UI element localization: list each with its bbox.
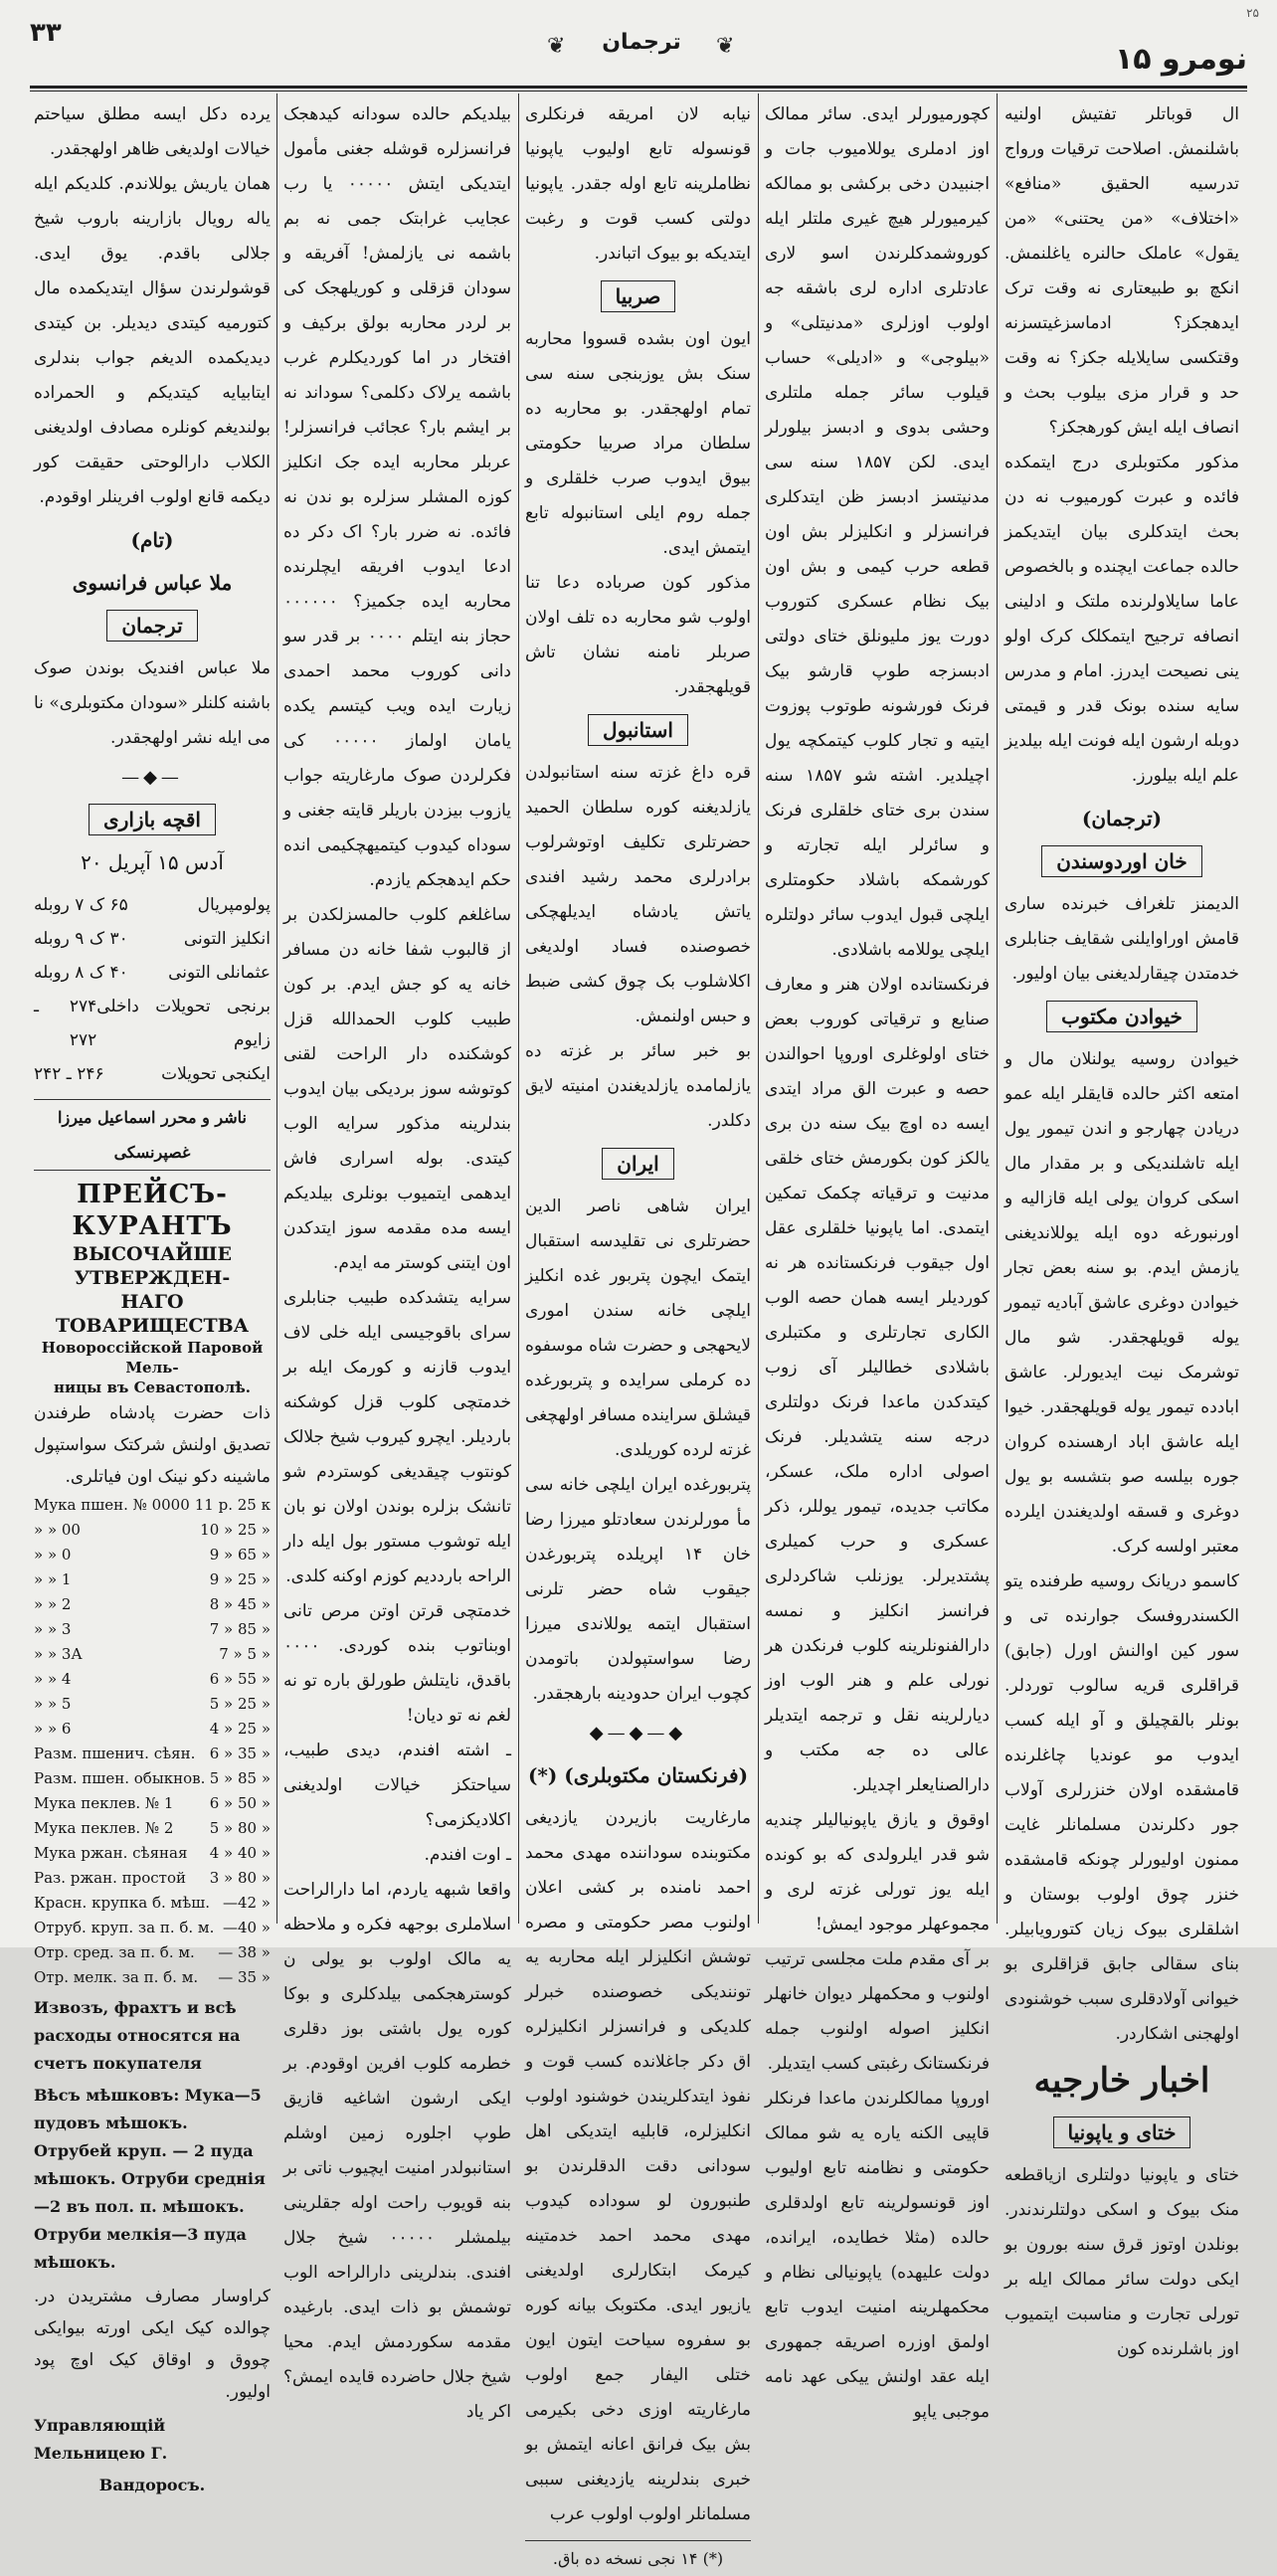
row-value: 5 » 25 » xyxy=(209,1695,271,1713)
article-paragraph: ـ اوت افندم. xyxy=(424,1845,511,1865)
article-paragraph: یرده دکل ایسه مطلق سیاحتم خیالات اولدیغی ظاهر اولهجقدر. xyxy=(34,104,271,159)
ad-translation: کراوسار مصارف مشتریدن در. چوالده کیک ایکی اورته بیوایکی چووق و اوقاق کیک اوچ پود اولیور. xyxy=(34,2287,271,2402)
article-paragraph: کچورمیورلر ایدی. سائر ممالک اوز ادملری یوللامیوب جات و اجنبیدن دخی برکشی بو ممالکه کیرمیورلر هیچ غیری ملتلر ایله کوروشمدکلرندن اسو لاری عادتلری اداره لری باشقه جه اولوب اوزلری «مدنیتلی» و «بیلوجی» و «ادیلی» حساب قیلوب سائر جمله ملتلری وحشی بدوی و ادبسز بیلورلر ایدی. لکن ۱۸۵۷ سنه سی مدنیتسز ادبسز ظن ایتدکلری فرانسزلر و انکلیزلر بش اون قطعه حرب کیمی و بش اون بیک نظام عسکری کتوروب دورت یوز ملیونلق ختای دولتی ادبسزجه طوپ قارشو بیک فرنک فورشونه طوتوب پوزوت ایتیه و تجار کلوب کیتمکچه یول اچیلدیر. اشته شو ۱۸۵۷ سنه سندن بری ختای خلقلری فرنک و سائرلر ایله تجارته و کورشمکه باشلاد حکومتلری ایلچی قبول ایدوب سائر دولتلره ایلچی یوللامه باشلادی. xyxy=(765,104,990,960)
section-title: اقچه بازاری xyxy=(89,804,216,835)
row-value: —40 » xyxy=(222,1919,271,1936)
column-1 xyxy=(1004,97,1239,2359)
ad-subtitle: ницы въ Севастополѣ. xyxy=(54,1379,251,1396)
article-paragraph: کاسمو دریانک روسیه طرفنده یتو الکسندروفسک جوارنده تی و سور کین اوالنش اورل (جابق) قراقلری قریه سالوب توردلر. بونلر بالقچیلق و آو ایله کسب ایدوب مو عوندیا چاغلرنده قامشقده اولان خنزرلری آولاب جور دکلرندن مسلمانلر غایت ممنون اولیورلر چونکه قامشقده خنزر چوق اولوب بوستان و اشلقلری بیوک زیان کتورویابیلر. بنای سقالی جابق قزاقلری بو خیوانی آولادقلری سبب خوشنودی اولهجنی اشکاردر. xyxy=(1004,1571,1239,2044)
price-table-row xyxy=(34,1617,271,1642)
ad-note: Извозъ, фрахтъ и всѣ расходы относятся на счетъ покупателя xyxy=(34,1998,241,2073)
price-table-row xyxy=(34,1916,271,1940)
ad-subtitle: НАГО ТОВАРИЩЕСТВА xyxy=(55,1291,250,1337)
page-number: ۳۳ xyxy=(30,18,62,48)
price-table-row xyxy=(34,1567,271,1592)
price-value: ۶۵ ک ۷ روبله xyxy=(34,895,128,915)
article-paragraph: ساغلغم کلوب حالمسزلکدن بر از قالبوب شفا خانه دن مسافر خانه یه کو جش ایدم. بر کون طبیب کلوب الحمدالله قزل کوشکنده دار الراحت لقنی کوتوشه سوز بردیکی بیان ایدوب بندلرینه مذکور سرایه الوب کیتدی. بوله اسراری فاش ایدهمی ایتمیوب بونلری بیلدیکم ایسه مده مقدمه سوز ایتدکدن اون ایتنی کوستر مه ایدم. xyxy=(283,905,511,1273)
price-table-row xyxy=(34,1717,271,1742)
row-value: 6 » 35 » xyxy=(209,1745,271,1762)
article-paragraph: ایون اون بشده قسووا محاربه سنک بش یوزبنجی سنه سی تمام اولهجقدر. بو محاربه ده سلطان مراد صربیا حکومتی بیوق ایدوب صرب خلقلری و جمله روم ایلی استانبوله تابع ایتمش ایدی. xyxy=(525,329,751,558)
section-title: خان اوردوسندن xyxy=(1041,845,1202,877)
author-name: ملا عباس فرانسوی xyxy=(72,571,233,595)
section-banner: اخبار خارجیه xyxy=(1033,2061,1210,2101)
price-table-row xyxy=(34,1493,271,1518)
price-row xyxy=(34,956,271,990)
price-table-row xyxy=(34,1642,271,1667)
row-label: » » 0 xyxy=(34,1546,72,1564)
article-paragraph: پتربورغده ایران ایلچی خانه سی مأ مورلرندن سعادتلو میرزا رضا خان ۱۴ اپریلده پتربورغدن جیقوب شاه حضر تلرنی استقبال ایتمه یوللاندی میرزا رضا سواستپولدن باتومدن کچوب ایران حدودینه بارهجقدر. xyxy=(525,1475,752,1704)
ornament-right: ❦ xyxy=(716,34,735,59)
article-intro: ال قوباتلر تفتیش اولنیه باشلنمش. اصلاحت ترقیات ورواج تدرسیه الحقیق «منافع» «اختلاف» «من یحتنی» «من یقول» عاملک حالنره یاغلنمش. انکچ بو طبیعتاری نه وقت ترک ایدهجکز؟ ادماسزغیتسزنه وقتکسی سایلایله جکز؟ نه وقت حد و قرار مزی بیلوب بحث و انصاف ایله ایش کورهجکز؟ xyxy=(1004,104,1239,438)
price-table-row xyxy=(34,1965,271,1990)
article-paragraph: بر آی مقدم ملت مجلسی ترتیب اولنوب و محکمهلر دیوان خانهلر انکلیز اصوله اولنوب جمله فرنکستانک رغبتی کسب ایتدیلر. xyxy=(765,1949,990,2074)
price-name: برنجی تحویلات داخلی زایوم xyxy=(96,997,271,1050)
row-label: » » 2 xyxy=(34,1595,72,1613)
header-rule-thin xyxy=(30,91,1247,92)
row-value: 4 » 25 » xyxy=(209,1720,271,1738)
column-separator xyxy=(758,93,759,1924)
ornament-left: ❦ xyxy=(547,34,566,59)
row-label: Отр. мелк. за п. б. м. xyxy=(34,1968,199,1986)
section-title: ایران xyxy=(602,1148,673,1180)
price-name: ایکنجی تحویلات xyxy=(161,1064,271,1084)
row-value: 9 » 65 » xyxy=(209,1546,271,1564)
section-heading xyxy=(1004,844,1239,879)
article-paragraph: مذکور کون صرباده دعا تنا اولوب شو محاربه ده تلف اولان صربلر نامنه نشان تاش قویلهجقدر. xyxy=(525,573,751,697)
row-value: 5 » 85 » xyxy=(209,1769,271,1787)
section-heading xyxy=(1004,2116,1239,2150)
row-value: —42 » xyxy=(222,1894,271,1912)
column-separator xyxy=(276,93,277,1924)
masthead xyxy=(30,6,1259,77)
article-paragraph: ملا عباس افندیک بوندن صوک باشنه کلنلر «سودان مکتوبلری» نا می ایله نشر اولهجقدر. xyxy=(34,658,271,748)
section-heading xyxy=(525,1147,751,1182)
price-value: ۳۰ ک ۹ روبله xyxy=(34,929,128,949)
row-value: 6 » 50 » xyxy=(209,1794,271,1812)
article-paragraph: ختای و یاپونیا دولتلری ازیاقطعه منک بیوک و اسکی دولتلرندندر. بونلدن اوتوز قرق سنه بورون بو ایکی دولت سائر ممالک ایله بر تورلی تجارت و مناسبت ایتمیوب اوز باشلرنده کون xyxy=(1004,2165,1239,2359)
price-list xyxy=(34,888,271,1091)
ad-title: ПРЕЙСЪ-КУРАНТЪ xyxy=(72,1180,233,1241)
signature: (تام) xyxy=(130,528,174,552)
article-paragraph: خیوادن روسیه یولنلان مال و امتعه اکثر حالده قایقلر ایله عمو دریادن چهارجو و اندن تیمور یول ایله تاشلندیکی و بر مقدار مال اسکی کروان یولی ایله قازالیه و اورنبورغه دوه ایله یوللاندیغنی یازمش ایدم. بو سنه بعض تجار خیوادن دوغری عاشق آبادیه تیمور یوله قویلهجقدر. شو مال توشرمک نیت ایدیورلر. عاشق ابادده تیمور یوله قویلهجقدر. خیوا ایله عاشق اباد ارهسنده کروان جوره بیلسه صو بتشسه بو یول دوغری و قسقه اولدیغندن ایلرده معتبر اولسه کرک. xyxy=(1004,1049,1239,1557)
ad-signature: Управляющій Мельницею Г. xyxy=(34,2416,168,2463)
footnote: (*) ۱۴ نجی نسخه ده باق. xyxy=(525,2540,751,2576)
article-paragraph: ایران شاهی ناصر الدین حضرتلری نی تقلیدسه استقبال ایتمک ایچون پتربور غده انکلیز ایلچی خانه سندن اموری لایحهجی و حضرت شاه موسفوه ده کرملی سرایده و پتربورغده قیشلق سراینده مسافر اولهچغی غزته لرده کوریلدی. xyxy=(525,1196,751,1460)
price-table-row xyxy=(34,1518,271,1543)
article-paragraph: نیابه لان امریقه فرنکلری قونسوله تابع اولیوب یاپونیا نظاملرینه تابع اوله جقدر. یاپونیا دولتی کسب قوت و رغبت ایتدیکه بو بیوک اتباندر. xyxy=(525,104,751,264)
price-table-row xyxy=(34,1692,271,1717)
row-label: » » 4 xyxy=(34,1670,72,1688)
column-3 xyxy=(525,97,752,2568)
row-label: Мука пшен. № 0000 xyxy=(34,1496,190,1514)
article-paragraph: مارغاریت بازیردن یازدیغی مکتوبنده سوداننده مهدی محمد احمد نامنده بر کشی اعلان اولنوب مصر حکومتی و مصره توشش انکلیزلر ایله محاربه یه تونندیکی خصوصنده خبرلر کلدیکی و فرانسزلر انکلیزلره اق دکر جاغلانده کسب قوت و نفوذ ایتدکلریندن خوشنود اولوب انکلیزلره، قابلیه ایتدیکی اهل سودانی دقت الدقلرندن بو طنبورون لو سوداده کیدوب مهدی محمد احمد خدمتینه کیرمک ابتکارلری اولدیغنی یازیور ایدی. مکتوبک بیانه کوره بو سفروه سیاحت ایتون ایون ختلی الیفار جمع اولوب مارغاریته اوزی دخی بکیرمی بش بیک فرانق اعانه ایتمش بو خبری بندلرینه یازدیغنی سببی مسلمانلر اولوب اولوب عرب xyxy=(525,1808,751,2524)
price-name: انکلیز التونی xyxy=(183,929,271,949)
price-current-ad xyxy=(34,1179,271,2499)
divider-ornament: ◆—◆—◆ xyxy=(589,1723,687,1744)
row-value: — 35 » xyxy=(218,1968,271,1986)
row-label: » » 6 xyxy=(34,1720,72,1738)
section-title: خیوادن مکتوب xyxy=(1046,1001,1197,1032)
price-name: عثمانلی التونی xyxy=(168,963,271,983)
section-title: استانبول xyxy=(588,714,688,746)
column-5 xyxy=(34,97,271,2494)
section-heading xyxy=(525,279,751,314)
price-table-row xyxy=(34,1592,271,1617)
header-rule xyxy=(30,86,1247,89)
article-paragraph: بو خبر سائر بر غزته ده یازلمامده یازلدیغندن امنیته لایق دکلدر. xyxy=(525,1041,751,1131)
price-row xyxy=(34,990,271,1057)
row-value: 7 » 5 » xyxy=(219,1645,271,1663)
signature: (ترجمان) xyxy=(1081,807,1163,830)
price-row xyxy=(34,1057,271,1091)
price-value: ۲۷۴ ـ ۲۷۲ xyxy=(34,997,97,1050)
article-paragraph: ـ اشته افندم، دیدی طبیب، سیاحتکز خیالات اولدیغنی اکلادیکزمی؟ xyxy=(283,1741,511,1830)
article-paragraph: واقعا شبهه یاردم، اما دارالراحت اسلاملری بوجهه فکره و ملاحظه یه مالک اولوب بو یولی ن کوسترهجکمی بیلدکلری و بوکا کوره یول باشتی بوز دقلری خطرمه کلوب افرین اوقودم. بر ایکی ارشون اشاغیه قازیق طوپ اجلوره زمین اوشلم استانبولدر امنیت ایچیوب ناتی بر بنه قویوب راحت اوله جقلرینی بیلمشلر ۰۰۰۰۰ شیخ جلال افندی. بندلرینی دارالراحه الوب توشمش بو ذات ایدی. بارغیده مقدمه سکوردمش ایدم. محیا شیخ جلال حاضرده قایده ایمش؟ اکر یاد xyxy=(283,1880,511,2422)
section-heading xyxy=(1004,1000,1239,1034)
row-value: 9 » 25 » xyxy=(209,1570,271,1588)
price-table-row xyxy=(34,1866,271,1891)
ad-subtitle: ВЫСОЧАЙШЕ УТВЕРЖДЕН- xyxy=(73,1243,232,1289)
price-table-row xyxy=(34,1791,271,1816)
article-paragraph: مذکور مکتوبلری درج ایتمکده فائده و عبرت کورمیوب نه دن بحث ایتدکلری بیان ایتدیکمز حالده جماعت ایچنده و بالخصوص عاما سایلاولرنده ملتک و ادلینی انصافه ترجیح ایتمکلک کرک اولو ینی نصیحت ایدرز. امام و مدرس سایه سنده بونک قدر و قیمتی دوبله ارشون ایله فونت ایله بیلدیز علم ایله بیلورز. xyxy=(1004,453,1239,786)
article-paragraph: سرایه یتشدکده طبیب جنابلری سرای باقوجیسی ایله خلی لاف ایدوب قازنه و کورمک ایله بر خدمتچی کلوب قزل کوشکنه باردیلر. ایچرو کیروب شیخ جلالک کونتوب چیقدیغی کوستردم شو تانشک بزلره بوندن اولان نو بان ایله توشوب مستور بول ایله دار الراحه بارددیم کوزم اوکنه کلدی. xyxy=(283,1288,511,1586)
row-label: Мука ржан. сѣяная xyxy=(34,1844,188,1862)
price-value: ۴۰ ک ۸ روبله xyxy=(34,963,128,983)
article-paragraph: اوقوق و یازق یاپونیالیلر چندیه شو قدر ایلرولدی که بو کونده ایله یوز تورلی غزته لری و مجموعهلر موجود ایمش! xyxy=(765,1810,990,1934)
section-title: ترجمان xyxy=(106,610,197,642)
article-paragraph: اوروپا ممالکلرندن ماعدا فرنکلر قاپیی الکنه یاره یه شو ممالک حکومتی و نظامنه تابع اولیوب اوز قونسولرینه تابع اولدقلری حالده (مثلا خطایده، ایرانده، دولت علیهده) یاپونیالی نظام و محکمهلرینه امنیت ایدوب تابع اولمق اوزره اصریقه جمهوری ایله عقد اولنش ییکی عهد نامه موجبی یاپو xyxy=(765,2089,990,2422)
row-value: 5 » 80 » xyxy=(209,1819,271,1837)
price-value: ۲۴۶ ـ ۲۴۲ xyxy=(34,1064,104,1084)
row-label: Разм. пшенич. сѣян. xyxy=(34,1745,196,1762)
section-title: ختای و یاپونیا xyxy=(1053,2116,1191,2148)
ad-signature: Вандоросъ. xyxy=(98,2476,206,2494)
section-heading xyxy=(34,609,271,644)
section-heading: (فرنکستان مکتوبلری) (*) xyxy=(527,1763,749,1787)
section-heading xyxy=(34,803,271,837)
corner-mark: ۲۵ xyxy=(1246,6,1259,20)
row-label: » » 3А xyxy=(34,1645,83,1663)
row-value: 10 » 25 » xyxy=(200,1521,271,1539)
issue-number: نومرو ۱۵ xyxy=(1114,42,1247,77)
column-separator xyxy=(518,93,519,1924)
price-name: پولومپریال xyxy=(197,895,271,915)
article-paragraph: الدیمنز تلغراف خبرنده ساری قامش اوراوایلنی شقایف جنابلری خدمتدن چیقارلدیغنی بیان اولیور. xyxy=(1004,894,1239,984)
column-2 xyxy=(765,97,990,2422)
row-label: » » 1 xyxy=(34,1570,72,1588)
row-value: 6 » 55 » xyxy=(209,1670,271,1688)
price-table-row xyxy=(34,1841,271,1866)
row-label: Раз. ржан. простой xyxy=(34,1869,186,1887)
price-row xyxy=(34,922,271,956)
newspaper-title: ترجمان xyxy=(602,30,681,55)
section-title: صربیا xyxy=(601,280,676,312)
ad-note: Вѣсъ мѣшковъ: Мука—5 пудовъ мѣшокъ. Отрубей круп. — 2 пуда мѣшокъ. Отруби среднія—2 въ пол. п. мѣшокъ. Отруби мелкія—3 пуда мѣшокъ. xyxy=(34,2086,266,2272)
row-value: 11 р. 25 к xyxy=(194,1496,271,1514)
price-table-row xyxy=(34,1766,271,1791)
price-row xyxy=(34,888,271,922)
article-paragraph: فرنکستانده اولان هنر و معارف صنایع و ترقیاتی کوروب بعض ختای اولوغلری اوروپا احوالندن حصه و عبرت الق مراد ایتدی ایسه ده اوچ بیک سنه دن بری یالکز کون بکورمش ختای خلقی مدنیت و ترقیاته چکمک تمکین ایتمدی. اما یاپونیا خلقلری عقل اول جیقوب فرنکستانده هر نه کوردیلر ایسه همان حصه الوب الکاری تجارتلری و مکتبلری باشلادی خطالیلر آی زوب کیتدکدن ماعدا فرنک دولتلری درجه سنه یتشدیلر. فرنک اصولی اداره ملک، عسکر، مکاتب جدیده، تیمور یوللر، ذکر عسکری و حرب کمیلری پشتدیرلر. یوزنلب شاکردلری فرانسز انکلیز و نمسه دارالفنونلرینه کلوب فرنکدن هر نورلی علم و هنر الوب اوز دیارلرینه نقل و ترجمه ایتدیلر عالی ده جه مکتب و دارالصنایعلر اچدیلر. xyxy=(765,975,990,1795)
row-label: » » 5 xyxy=(34,1695,72,1713)
row-label: Мука пеклев. № 2 xyxy=(34,1819,174,1837)
price-table-row xyxy=(34,1940,271,1965)
row-label: Отруб. круп. за п. б. м. xyxy=(34,1919,215,1936)
row-value: 8 » 45 » xyxy=(209,1595,271,1613)
row-label: Отр. сред. за п. б. м. xyxy=(34,1943,195,1961)
row-value: 7 » 85 » xyxy=(209,1620,271,1638)
row-label: Мука пеклев. № 1 xyxy=(34,1794,174,1812)
publisher-line: ناشر و محرر اسماعیل میرزا غصپرنسکی xyxy=(34,1099,271,1171)
row-label: Разм. пшен. обыкнов. xyxy=(34,1769,206,1787)
ad-subtitle: Новороссійской Паровой Мель- xyxy=(41,1339,264,1377)
divider-ornament: —◆— xyxy=(121,767,183,788)
row-value: 4 » 40 » xyxy=(209,1844,271,1862)
price-table-row xyxy=(34,1742,271,1766)
column-separator xyxy=(997,93,998,1924)
section-heading xyxy=(525,713,751,748)
column-4 xyxy=(283,97,511,2422)
price-table-row xyxy=(34,1891,271,1916)
price-table-row xyxy=(34,1816,271,1841)
article-paragraph: همان یاریش یوللاندم. کلدیکم ایله یاله رویال بازارینه باروب شیخ جلالی باقدم. یوق ایدی. قوشولرندن سؤال ایتدیکمده مال کتورمیه کیتدی دیدیلر. بن کیتدی دیدیکمده الدیغم جواب بندلری ایتابیایه کیتدیکم و الحمراده بولندیغم کونلره مصادف اولدیغنی الکلاب دارالوحتی حقیقت کور دیکمه قانع اولوب افرینلر اوقودم. xyxy=(34,174,271,507)
row-value: — 38 » xyxy=(218,1943,271,1961)
article-paragraph: بیلدیکم حالده سودانه کیدهجک فرانسزلره قوشله جغنی مأمول ایتدیکی ایتش ۰۰۰۰۰ یا رب عجایب غرابتک جمی نه بم باشمه نی یازلمش! آفریقه و سودان قزقلی و کوریلهجک کی بر لردر محاربه بولق برکیف و افتخار در اما کوردیکلرم غرب باشمه یرلاک دکلمی؟ سوداند نه بر ایشم بار؟ عجائب فرانسزلر! عربلر محاربه ایده جک انکلیز کوزه المشلر سزلره بو ندن نه فائده. نه ضرر بار؟ اک دکر ده ادعا ایدوب افریقه ایچلرنده محاربه ایده جکمیز؟ ۰۰۰۰۰۰ حجاز بنه ایتلم ۰۰۰۰ بر قدر سو دانی کوروب محمد احمدی زیارت ایده ویب کیتسم یکده یامان اولماز ۰۰۰۰۰ کی فکرلردن صوک مارغاریته جواب یازوب بیزدن باریلر قایته جغنی و سوداه کیدوب کیتمیهچکیمی انده حکم ایدهجکم یازدم. xyxy=(283,104,511,890)
price-table xyxy=(34,1493,271,1990)
market-date: آدس ۱۵ آپریل ۲۰ xyxy=(81,850,224,874)
row-label: Красн. крупка б. мѣш. xyxy=(34,1894,210,1912)
row-value: 3 » 80 » xyxy=(209,1869,271,1887)
article-paragraph: قره داغ غزته سنه استانبولدن یازلدیغنه کوره سلطان الحمید حضرتلری تکلیف اوتوشرلوب برادرلری محمد رشید افندی یاتش یادشاه ایدیلهچکی خصوصنده فساد اولدیغی اکلاشلوب بک چوق کشی ضبط و حبس اولنمش. xyxy=(525,763,751,1026)
row-label: » » 00 xyxy=(34,1521,81,1539)
price-table-row xyxy=(34,1543,271,1567)
row-label: » » 3 xyxy=(34,1620,72,1638)
ad-translation: ذات حضرت پادشاه طرفندن تصدیق اولنش شرکتک سواستپول ماشینه دکو نینک اون فیاتلری. xyxy=(34,1403,271,1487)
article-paragraph: خدمتچی قرتن اوتن مرص تانی اوبناتوب بنده کوردی. ۰۰۰۰ باقدق، نایتلش طورلق باره تو نه لغم نه تو دیان! xyxy=(283,1601,511,1726)
price-table-row xyxy=(34,1667,271,1692)
